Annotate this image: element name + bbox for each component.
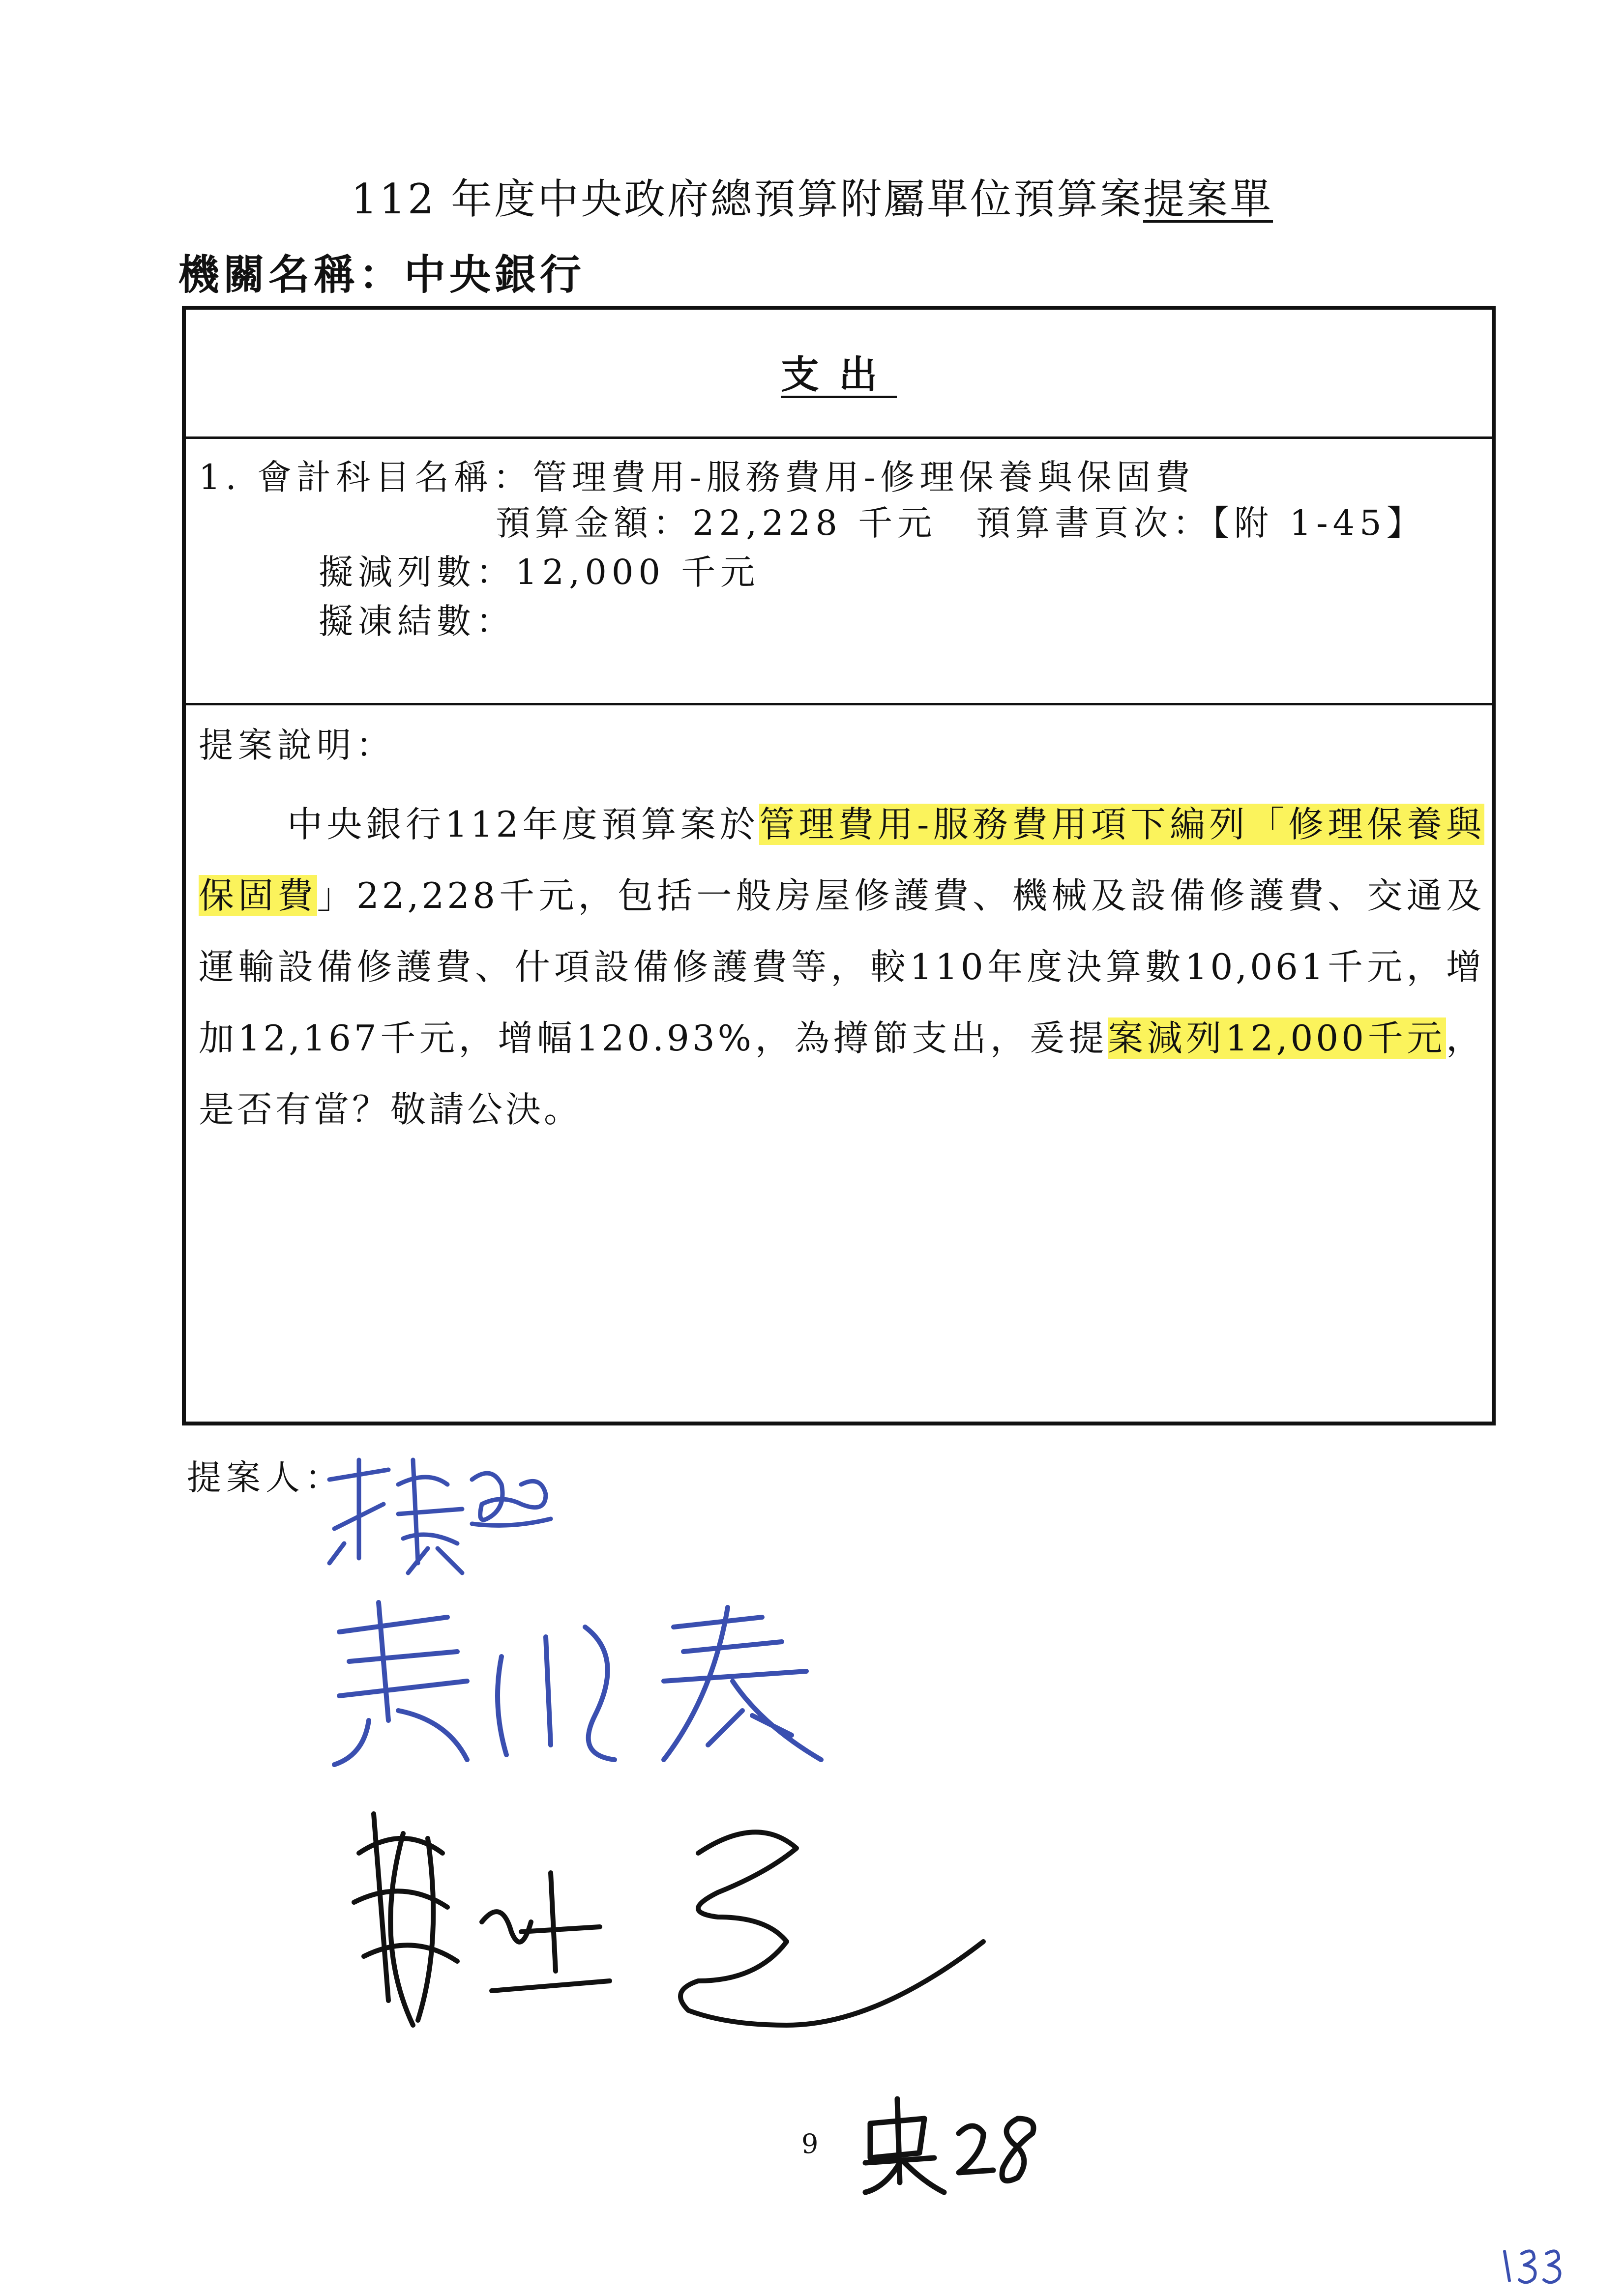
freeze-label: 擬凍結數： — [319, 601, 515, 641]
account-label: 1. 會計科目名稱： — [199, 457, 533, 497]
document-title — [0, 166, 1624, 226]
reduction-line — [319, 545, 760, 594]
form-box — [182, 306, 1496, 1425]
agency-line — [178, 242, 585, 301]
budget-amount-label: 預算金額： — [496, 503, 692, 543]
section-heading: 支出 — [780, 352, 897, 397]
budget-amount: 22,228 千元 — [692, 503, 937, 543]
agency-label: 機關名稱： — [178, 250, 405, 299]
proposal-text-5: ，是否有當？敬請公決。 — [199, 1017, 1484, 1130]
proposal-text-1: 中央銀行112年度預算案於 — [287, 804, 760, 845]
signature-1-icon — [315, 1450, 570, 1578]
freeze-line — [319, 594, 515, 643]
proposal-label: 提案說明： — [199, 725, 395, 765]
handwritten-mark-icon — [851, 2089, 1047, 2197]
proposer-label: 提案人： — [187, 1457, 344, 1498]
divider-2 — [186, 703, 1492, 705]
handwritten-number-icon — [1495, 2237, 1573, 2291]
account-name: 管理費用-服務費用-修理保養與保固費 — [532, 457, 1195, 497]
title-main: 112 年度中央政府總預算附屬單位預算案 — [351, 175, 1144, 223]
proposal-highlight-2: 案減列12,000千元 — [1107, 1017, 1446, 1059]
budget-line — [496, 495, 1426, 545]
divider-1 — [186, 436, 1492, 439]
title-underlined: 提案單 — [1143, 175, 1273, 223]
reduction-label: 擬減列數： — [319, 552, 515, 592]
proposal-text-3: 」22,228千元，包括一般房屋修護費、機械及設備修護費、交通及運輸設備修護費、什項設備修護費等，較110年度決算數10,061千元，增加12,167千元，增幅120.93%，為撙節支出，爰提 — [199, 875, 1484, 1059]
reduction-value: 12,000 千元 — [515, 552, 760, 592]
proposal-highlight-1: 管理費用-服務費用項下編列「修理保養與保固費 — [199, 804, 1484, 916]
proposal-body — [199, 789, 1484, 1145]
signature-2-icon — [320, 1598, 836, 1774]
agency-name: 中央銀行 — [404, 250, 586, 299]
page-number: 9 — [801, 2128, 819, 2159]
budget-page-label: 預算書頁次： — [976, 503, 1212, 543]
signature-3-icon — [344, 1794, 1033, 2050]
budget-page: 【附 1-45】 — [1212, 503, 1426, 543]
account-line — [199, 450, 1195, 499]
